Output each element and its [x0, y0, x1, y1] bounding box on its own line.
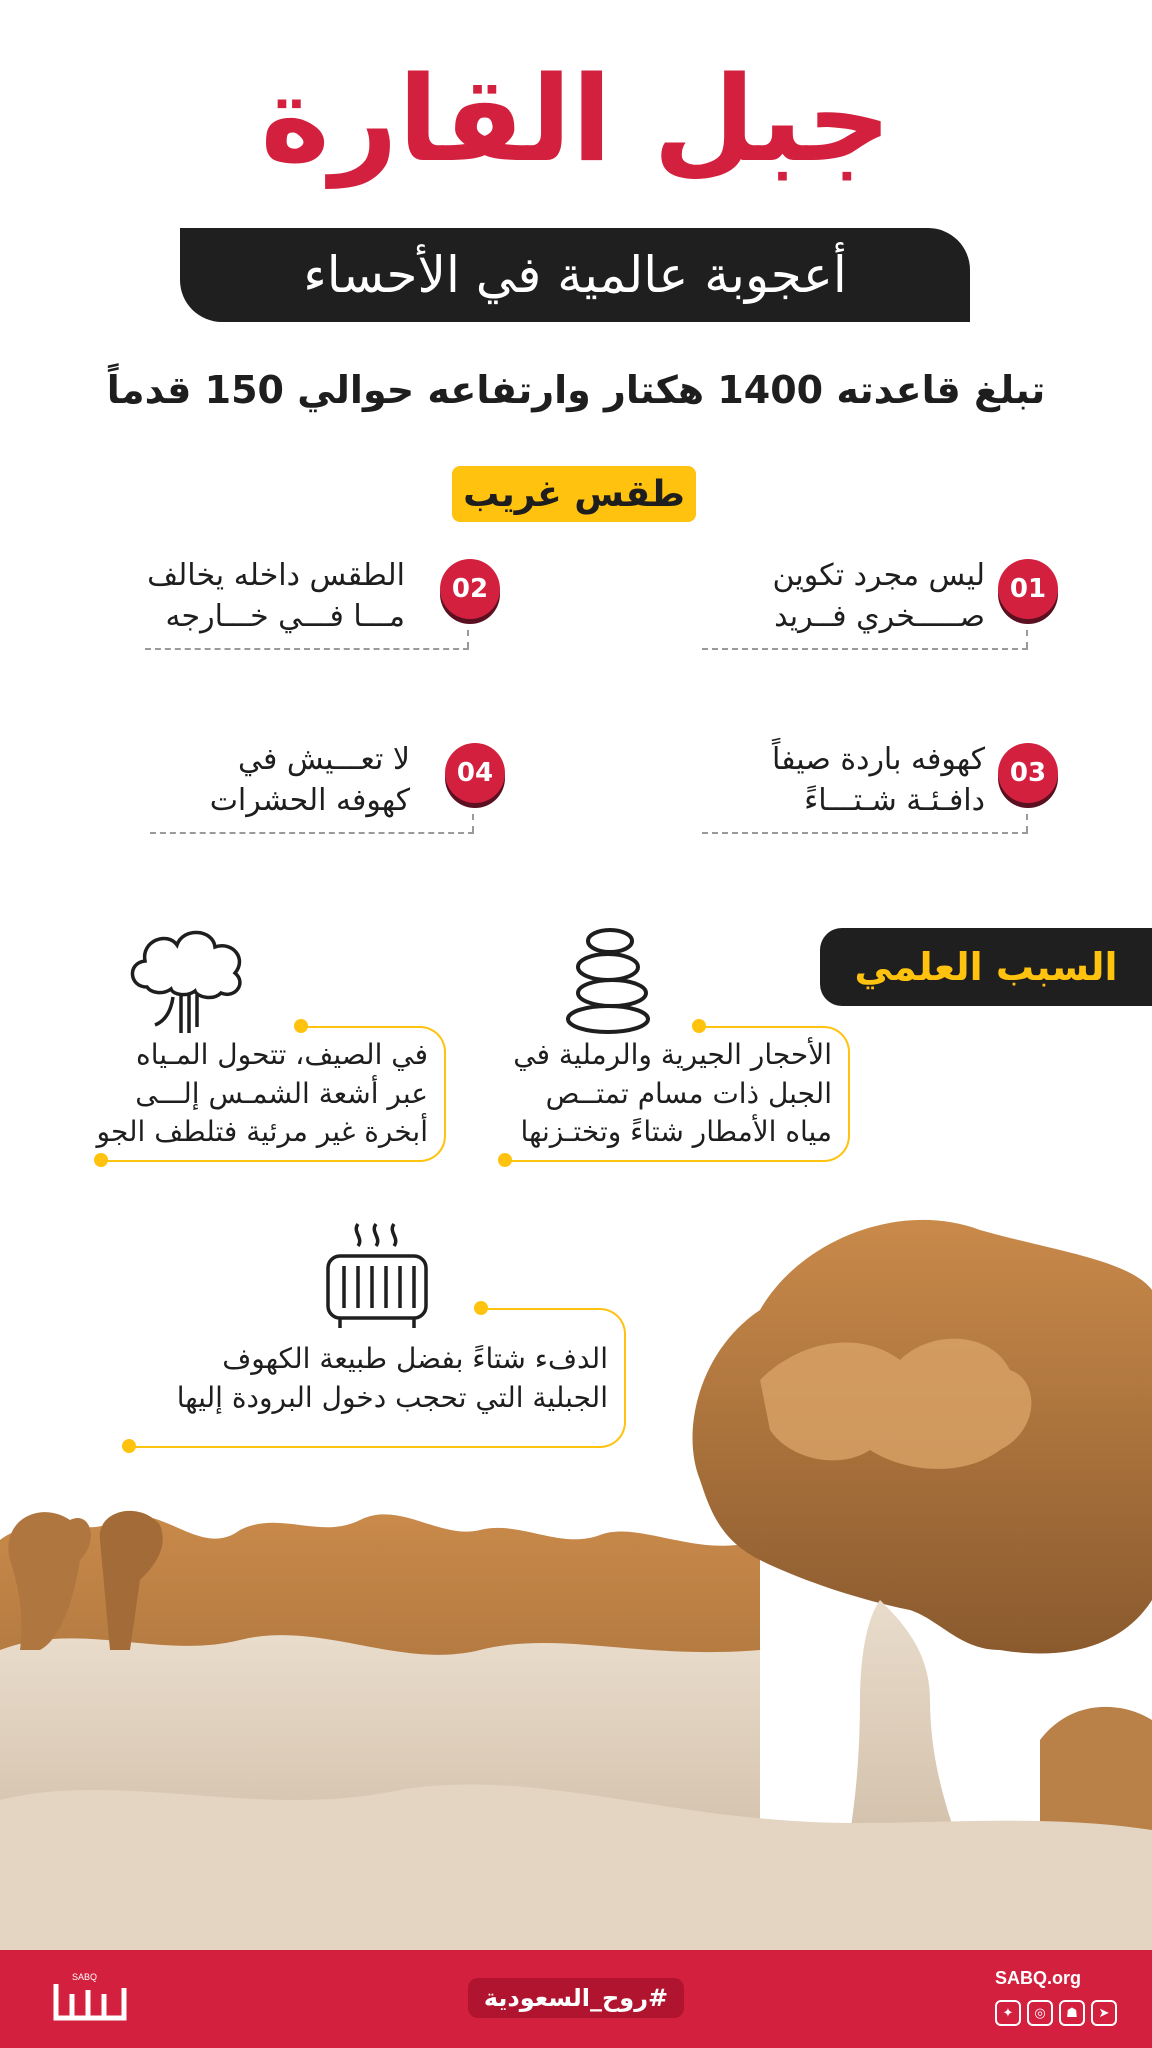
reason-line: الأحجار الجيرية والرملية في: [513, 1038, 832, 1071]
twitter-icon[interactable]: ✦: [995, 2000, 1021, 2026]
lead-text: تبلغ قاعدته 1400 هكتار وارتفاعه حوالي 150 قدماً: [106, 368, 1046, 412]
science-section-label-text: السبب العلمي: [854, 945, 1118, 989]
hashtag-container: [0, 1978, 1152, 2018]
reason-card-2: [94, 1022, 446, 1162]
reason-line: الدفء شتاءً بفضل طبيعة الكهوف: [222, 1342, 608, 1375]
subtitle-text: أعجوبة عالمية في الأحساء: [303, 246, 847, 304]
fact-number-badge: 02: [440, 559, 500, 619]
reason-line: الجبل ذات مسام تمتــص: [545, 1076, 832, 1110]
reason-line: أبخرة غير مرئية فتلطف الجو: [96, 1115, 428, 1149]
fact-number-badge: 01: [998, 559, 1058, 619]
reason-line: عبر أشعة الشمـس إلـــى: [135, 1076, 428, 1110]
yellow-dot: [294, 1019, 308, 1033]
dashed-connector: [1026, 814, 1028, 832]
fact-line-2: صـــــخري فــريد: [774, 598, 985, 634]
footer-bar: [0, 1950, 1152, 2048]
snapchat-icon[interactable]: ☗: [1059, 2000, 1085, 2026]
yellow-dot: [692, 1019, 706, 1033]
page-title: جبل القارة: [260, 50, 892, 188]
stacked-stones-icon: [560, 925, 660, 1035]
fact-text: [95, 556, 405, 637]
weather-section-label: [452, 466, 696, 522]
fact-line-1: الطقس داخله يخالف: [147, 558, 405, 593]
dashed-connector: [1026, 630, 1028, 648]
fact-item-03: [700, 740, 1060, 850]
subtitle-banner: [180, 228, 970, 322]
dashed-underline: [150, 832, 474, 834]
yellow-dot: [498, 1153, 512, 1167]
dashed-underline: [702, 832, 1028, 834]
telegram-icon[interactable]: ➤: [1091, 2000, 1117, 2026]
reason-line: في الصيف، تتحول المـياه: [136, 1038, 428, 1071]
instagram-icon[interactable]: ◎: [1027, 2000, 1053, 2026]
rock-formation-image: [0, 1180, 1152, 1952]
fact-line-2: دافـئـة شـتـــاءً: [804, 782, 985, 818]
fact-text: [100, 740, 410, 821]
yellow-dot: [94, 1153, 108, 1167]
reason-text: [492, 1036, 832, 1152]
fact-line-2: كهوفه الحشرات: [209, 782, 410, 818]
fact-text: [705, 556, 985, 637]
fact-line-1: ليس مجرد تكوين: [772, 558, 985, 593]
fact-number-badge: 03: [998, 743, 1058, 803]
hashtag-badge: #روح_السعودية: [468, 1978, 684, 2018]
fact-item-01: [700, 556, 1060, 666]
dashed-underline: [702, 648, 1028, 650]
fact-line-1: كهوفه باردة صيفاً: [771, 742, 985, 777]
reason-card-1: [498, 1022, 850, 1162]
fact-line-2: مـــا فـــي خـــارجه: [165, 598, 405, 634]
dashed-connector: [472, 814, 474, 832]
fact-text: [705, 740, 985, 821]
reason-line: مياه الأمطار شتاءً وتختـزنها: [520, 1115, 832, 1149]
logo-small-text: SABQ: [72, 1972, 98, 1982]
social-icons: [995, 2000, 1117, 2026]
fact-item-02: [100, 556, 505, 666]
reason-line: الجبلية التي تحجب دخول البرودة إليها: [176, 1380, 608, 1414]
site-url[interactable]: SABQ.org: [995, 1968, 1082, 1988]
dashed-underline: [145, 648, 469, 650]
science-section-label: [820, 928, 1152, 1006]
weather-section-label-text: طقس غريب: [463, 473, 685, 515]
fact-item-04: [100, 740, 505, 850]
fact-number-badge: 04: [445, 743, 505, 803]
fact-line-1: لا تعـــيش في: [237, 742, 410, 777]
reason-text: [88, 1036, 428, 1152]
dashed-connector: [467, 630, 469, 648]
